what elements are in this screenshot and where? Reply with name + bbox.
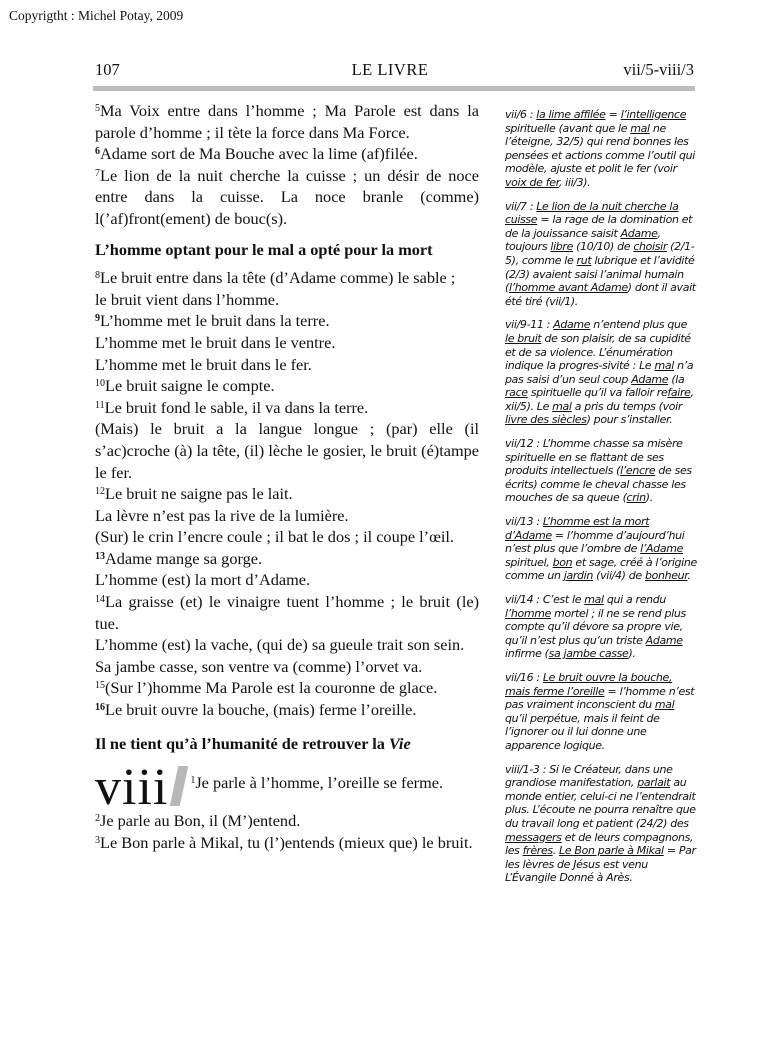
note-underlined-term: crin <box>626 491 646 505</box>
copyright-notice: Copyrigtht : Michel Potay, 2009 <box>9 8 184 23</box>
note-text: , toujours <box>505 226 661 254</box>
verse-text: Adame mange sa gorge. <box>105 548 263 568</box>
header-rule <box>93 86 695 91</box>
margin-note <box>505 437 697 505</box>
note-underlined-term: livre des siècles <box>505 413 587 427</box>
note-underlined-term: l’intelligence <box>620 108 687 121</box>
verse-number: 8 <box>95 270 100 282</box>
verse-number: 7 <box>95 167 100 179</box>
verse <box>95 699 479 721</box>
note-underlined-term: mal <box>630 121 650 135</box>
section-heading-emphasis: Vie <box>388 733 411 753</box>
margin-note <box>505 671 697 753</box>
note-text: mortel ; il ne se rend plus compte qu’il dévore sa propre vie, qu’il n’est plus qu’un triste <box>505 606 686 647</box>
note-text: , xii/5). Le <box>505 386 694 413</box>
note-text: spirituelle qu’il va falloir re <box>527 386 668 400</box>
verse-text: Le bruit saigne le compte. <box>105 376 275 396</box>
verse-line: L’homme met le bruit dans le fer. <box>95 354 312 374</box>
note-underlined-term: mal <box>552 399 572 413</box>
note-text: de ses écrits) comme le cheval chasse les mouches de sa queue ( <box>505 464 692 505</box>
note-underlined-term: faire <box>667 386 691 400</box>
margin-note <box>505 515 697 583</box>
note-underlined-term: libre <box>550 240 574 254</box>
verse-number: 15 <box>95 680 105 692</box>
note-text: . <box>687 569 691 583</box>
note-text: qui a rendu <box>603 593 667 606</box>
note-underlined-term: l’homme avant Adame <box>508 281 628 295</box>
note-text: . <box>552 844 560 858</box>
verse <box>95 165 479 230</box>
note-text: au monde entier, celui-ci ne l’entendrait plus. L’écoute ne pourra renaître que du travail long et patient (24/2) des <box>505 776 696 830</box>
verse-text: Le bruit ne saigne pas le lait. <box>105 484 293 504</box>
note-text: ). <box>645 491 653 505</box>
note-text: spirituelle (avant que le <box>505 121 631 135</box>
note-underlined-term: rut <box>576 253 592 267</box>
margin-note <box>505 318 697 427</box>
verse-number: 10 <box>95 378 105 390</box>
verse-text: Le lion de la nuit cherche la cuisse ; un désir de noce entre dans la cuisse. La noce branle (comme) l(’af)front(ement) de bouc(s). <box>95 165 479 228</box>
verse-text: Le bruit entre dans la tête (d’Adame comme) le sable ; <box>100 268 456 288</box>
verse-text: La graisse (et) le vinaigre tuent l’homme ; le bruit (le) tue. <box>95 592 479 633</box>
note-text: (la <box>668 372 685 386</box>
note-underlined-term: race <box>505 386 528 400</box>
note-underlined-term: mal <box>654 359 674 373</box>
note-text: = <box>605 108 621 121</box>
note-text: et sage, créé à l’origine comme un <box>505 555 697 583</box>
note-underlined-term: Le bruit ouvre la bouche, mais ferme l’oreille <box>505 670 673 698</box>
verse-number: 1 <box>190 775 196 787</box>
verse-number: 6 <box>95 146 100 158</box>
note-underlined-term: l’Adame <box>640 542 683 556</box>
note-text: (vii/4) de <box>593 569 645 583</box>
note-underlined-term: Adame <box>645 633 683 647</box>
verse-line: Sa jambe casse, son ventre va (comme) l’orvet va. <box>95 656 423 676</box>
verse-number: 12 <box>95 486 105 498</box>
verse-line: L’homme (est) la vache, (qui de) sa gueule trait son sein. <box>95 635 465 655</box>
margin-note <box>505 763 697 885</box>
note-underlined-term: choisir <box>633 240 668 254</box>
note-text: infirme ( <box>505 647 549 661</box>
note-underlined-term: bonheur <box>644 569 688 583</box>
verse <box>95 677 479 699</box>
verse-text: Adame sort de Ma Bouche avec la lime (af)filée. <box>100 144 418 164</box>
note-text: lubrique et l’avidité (2/3) avaient saisi l’animal humain ( <box>505 253 695 295</box>
main-text-column <box>95 100 479 853</box>
note-underlined-term: Le Bon parle à Mikal <box>559 844 664 858</box>
margin-notes <box>505 108 697 895</box>
note-text: vii/12 : L’homme chasse sa misère spirituelle en se flattant de ses produits intellectuels ( <box>505 437 683 478</box>
note-text: vii/13 : <box>505 515 543 529</box>
note-underlined-term: Adame <box>631 372 669 386</box>
note-text: (2/1-5), comme le <box>505 240 695 267</box>
note-underlined-term: l’encre <box>620 464 656 478</box>
note-text: vii/14 : C’est le <box>505 593 585 606</box>
verse-line: le bruit vient dans l’homme. <box>95 289 280 309</box>
note-text: vii/16 : <box>505 670 543 684</box>
verse-number: 16 <box>95 702 105 714</box>
note-text: (10/10) de <box>573 240 634 254</box>
note-underlined-term: sa jambe casse <box>548 647 629 661</box>
note-underlined-term: mal <box>654 698 675 712</box>
note-text: vii/7 : <box>505 199 537 213</box>
verse <box>95 483 479 505</box>
verse-text: Le bruit ouvre la bouche, (mais) ferme l’oreille. <box>105 700 417 720</box>
verse <box>95 100 479 143</box>
verse-line: La lèvre n’est pas la rive de la lumière. <box>95 505 349 525</box>
verse-text: Ma Voix entre dans l’homme ; Ma Parole est dans la parole d’homme ; il tète la force dans Ma Force. <box>95 101 479 142</box>
note-underlined-term: messagers <box>505 830 562 844</box>
chapter-numeral <box>95 759 184 817</box>
verse <box>95 832 479 854</box>
verse <box>95 548 479 570</box>
verse <box>95 591 479 634</box>
chapter-start <box>95 759 479 853</box>
verse-number: 5 <box>95 103 100 114</box>
note-underlined-term: L’homme est la mort d’Adame <box>505 515 650 542</box>
note-text: = la rage de la domination et de la jouissance saisit <box>505 213 693 240</box>
chapter-numeral-text: viii <box>95 759 169 817</box>
verse <box>95 267 479 289</box>
verse-text: Le Bon parle à Mikal, tu (l’)entends (mieux que) le bruit. <box>100 832 473 852</box>
note-text: viii/1-3 : Si le Créateur, dans une grandiose manifestation, <box>505 762 673 790</box>
note-text: ne l’éteigne, 32/5) qui rend bonnes les pensées et actions comme l’outil qui modèle, ajuste et polit le fer (voir <box>505 121 695 176</box>
margin-note <box>505 200 697 309</box>
verse-text: Je parle à l’homme, l’oreille se ferme. <box>195 773 444 793</box>
note-underlined-term: mal <box>584 593 604 606</box>
note-underlined-term: l’homme <box>505 606 552 620</box>
note-underlined-term: bon <box>552 555 573 569</box>
note-text: ) pour s’installer. <box>586 413 673 427</box>
note-text: spirituel, <box>505 555 553 569</box>
note-text: = l’homme d’aujourd’hui n’est plus que l’ombre de <box>505 528 685 556</box>
note-underlined-term: frères <box>522 844 553 858</box>
note-text: qu’il perpétue, mais il feint de l’ignorer ou il lui donne une apparence logique. <box>505 711 660 752</box>
verse <box>95 143 479 165</box>
note-text: n’entend plus que <box>590 318 688 332</box>
note-text: a pris du temps (voir <box>571 399 683 413</box>
verse-line: (Mais) le bruit a la langue longue ; (par) elle (il s’ac)croche (à) la tête, (il) lèche le gosier, le bruit (é)tampe le fer. <box>95 419 479 482</box>
margin-note <box>505 593 697 661</box>
chapter-reference: vii/5-viii/3 <box>623 60 694 79</box>
verse-text: L’homme met le bruit dans la terre. <box>100 311 330 331</box>
verse-text: Le bruit fond le sable, il va dans la terre. <box>104 397 369 417</box>
verse-number: 14 <box>95 594 105 606</box>
section-heading-text: Il ne tient qu’à l’humanité de retrouver la <box>95 733 385 753</box>
verse-line: L’homme (est) la mort d’Adame. <box>95 570 311 590</box>
verse <box>95 310 479 332</box>
page-number: 107 <box>95 60 120 79</box>
note-underlined-term: Adame <box>620 226 658 240</box>
note-text: de son plaisir, de sa cupidité et de sa violence. L’énumération indique la progres-sivité : Le <box>505 331 691 373</box>
note-text: ). <box>628 647 636 661</box>
verse <box>95 397 479 419</box>
verse-number: 2 <box>95 813 100 825</box>
note-text: vii/9-11 : <box>505 318 554 332</box>
verse-line: (Sur) le crin l’encre coule ; il bat le dos ; il coupe l’œil. <box>95 527 454 547</box>
note-underlined-term: jardin <box>563 569 593 583</box>
verse-number: 9 <box>95 313 100 325</box>
note-underlined-term: Adame <box>553 318 591 332</box>
verse-text: Je parle au Bon, il (M’)entend. <box>100 811 301 831</box>
note-underlined-term: parlait <box>637 776 671 790</box>
note-text: = l’homme n’est pas vraiment inconscient du <box>505 684 695 712</box>
note-text: ) dont il avait été tiré (vii/1). <box>505 281 696 308</box>
running-title: LE LIVRE <box>351 60 429 79</box>
verse-line: L’homme met le bruit dans le ventre. <box>95 332 336 352</box>
verse-text: (Sur l’)homme Ma Parole est la couronne de glace. <box>105 678 438 698</box>
note-underlined-term: la lime affilée <box>536 108 606 121</box>
note-text: et de leurs compagnons, les <box>505 830 694 858</box>
margin-note <box>505 108 697 190</box>
section-heading: L’homme optant pour le mal a opté pour la mort <box>95 239 433 259</box>
section-heading <box>95 733 479 755</box>
verse <box>95 375 479 397</box>
note-underlined-term: voix de fer <box>505 175 559 189</box>
note-text: = Par les lèvres de Jésus est venu L’Évangile Donné à Arès. <box>505 844 696 885</box>
verse-number: 3 <box>95 834 100 846</box>
note-text: , iii/3). <box>558 175 591 189</box>
note-text: n’a pas saisi d’un seul coup <box>505 359 694 386</box>
note-underlined-term: le bruit <box>505 331 542 345</box>
note-text: vii/6 : <box>505 108 537 121</box>
note-underlined-term: Le lion de la nuit cherche la cuisse <box>505 199 679 227</box>
verse-number: 11 <box>95 399 105 411</box>
verse-number: 13 <box>95 550 105 562</box>
